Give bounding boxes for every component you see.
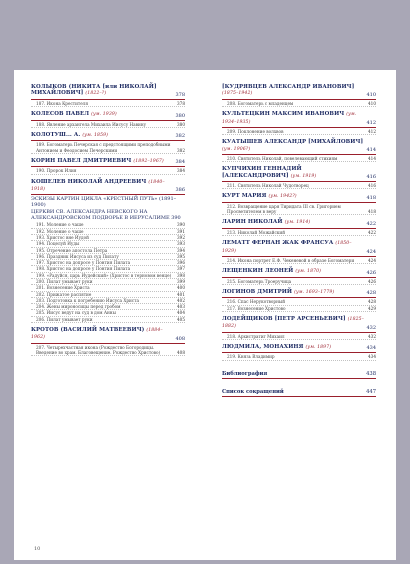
item-title: 201. Вознесение Христа — [36, 285, 90, 291]
heading-page-number: 416 — [366, 174, 376, 181]
artist-heading[interactable] — [31, 179, 185, 196]
item-title: 196. Праздник Иисуса из суд Пилату — [36, 253, 119, 259]
toc-item[interactable] — [31, 168, 185, 174]
item-page-number: 434 — [368, 354, 376, 360]
heading-page-number: 414 — [366, 147, 376, 154]
artist-name-text: КОЛЕСОВ ПАВЕЛ — [31, 111, 90, 118]
artist-name — [222, 84, 364, 98]
item-title: 187. Икона Крестителя — [36, 100, 89, 106]
artist-name-text: [КУДРЯВЦЕВ АЛЕКСАНДР ИВАНОВИЧ] — [222, 84, 355, 90]
artist-name — [222, 219, 364, 226]
artist-name-text: КРОТОВ (ВАСИЛИЙ МАТВЕЕВИЧ) — [31, 327, 145, 334]
artist-name-text: ЛЕМАТТ ФЕРНАН ЖАК ФРАНСУА — [222, 240, 334, 247]
item-page-number: 404 — [177, 310, 185, 316]
artist-dates: (ум. 1919) — [290, 173, 317, 179]
toc-entry — [222, 139, 376, 162]
artist-heading[interactable] — [222, 316, 376, 333]
item-title: 213. Николай Можайский — [227, 229, 286, 235]
item-title: 195. Отречение апостола Петра — [36, 247, 108, 253]
item-page-number: 392 — [177, 234, 185, 240]
item-page-number: 426 — [368, 278, 376, 284]
item-title: 209. Поклонение волхвов — [227, 128, 284, 134]
toc-entry — [222, 240, 376, 264]
item-title: 192. Моление о чаше — [36, 228, 84, 234]
toc-item[interactable] — [222, 279, 376, 285]
artist-dates: (ум. 1914) — [284, 220, 311, 226]
cycle-subheading — [31, 196, 185, 208]
toc-item[interactable] — [31, 101, 185, 107]
artist-dates: (1840–1918) — [31, 179, 165, 192]
artist-name — [222, 316, 364, 331]
toc-item[interactable] — [222, 306, 376, 312]
heading-page-number: 426 — [366, 269, 376, 276]
toc-item[interactable] — [222, 354, 376, 360]
item-title: 219. Князь Владимир — [227, 354, 275, 360]
artist-name-text: КУЛЬТЕЦКИН МАКСИМ ИВАНОВИЧ — [222, 111, 345, 118]
artist-name — [222, 268, 364, 275]
toc-item[interactable] — [31, 142, 185, 154]
toc-item[interactable] — [31, 317, 185, 323]
item-title: 214. Икона портрет Е.Ф. Чекеневой в образе Богоматери — [227, 257, 355, 263]
item-title: 193. Христос вне Иудой — [36, 234, 89, 240]
artist-dates: (1822–?) — [85, 91, 107, 97]
artist-name-text: ЛЮДМИЛА, МОНАХИНЯ — [222, 344, 304, 351]
item-page-number: 391 — [177, 228, 185, 234]
toc-item[interactable] — [222, 183, 376, 189]
heading-page-number: 382 — [175, 133, 185, 140]
artist-name-text: КУАТЫШЕВ АЛЕКСАНДР [МИХАЙЛОВИЧ] — [222, 139, 364, 146]
artist-name — [222, 289, 364, 296]
item-page-number: 380 — [177, 121, 185, 127]
artist-name — [222, 111, 364, 126]
toc-entry — [222, 111, 376, 135]
heading-page-number: 424 — [366, 248, 376, 255]
toc-left-column — [31, 84, 185, 360]
artist-heading[interactable] — [31, 132, 185, 141]
item-title: 197. Христос на допросе у Понтия Пилата — [36, 260, 131, 266]
toc-item[interactable] — [222, 156, 376, 162]
heading-page-number: 384 — [175, 159, 185, 166]
back-matter-title: Список сокращений — [222, 388, 284, 395]
toc-item[interactable] — [222, 230, 376, 236]
artist-name — [31, 327, 173, 342]
heading-page-number: 432 — [366, 324, 376, 331]
cycle-subheading-text: ЭСКИЗЫ КАРТИН ЦИКЛА «КРЕСТНЫЙ ПУТЬ» (1891–1900) — [31, 196, 177, 209]
item-page-number: 422 — [368, 229, 376, 235]
item-page-number: 414 — [368, 156, 376, 162]
artist-name-text: КУПЧИХИН ГЕННАДИЙ [АЛЕКСАНДРОВИЧ] — [222, 166, 302, 179]
toc-entry — [222, 219, 376, 236]
document-page — [14, 70, 396, 560]
artist-heading[interactable] — [222, 193, 376, 202]
artist-name-text: КОЛЫКОВ (НИКИТА [или НИКОЛАЙ] МИХАЙЛОВИЧ] — [31, 84, 157, 97]
item-page-number: 418 — [368, 209, 376, 215]
artist-name — [31, 132, 173, 139]
item-title: 200. Пилат умывает руки — [36, 279, 93, 284]
artist-heading[interactable] — [222, 344, 376, 353]
item-page-number: 398 — [177, 272, 185, 278]
artist-dates: (1825–1882) — [222, 316, 365, 330]
toc-entry — [31, 158, 185, 175]
item-title: 210. Святитель Николай, повелевающий стихиям — [227, 156, 338, 162]
item-title: 211. Святитель Николай Чудотворец — [227, 183, 309, 189]
toc-entry — [31, 327, 185, 356]
item-page-number: 412 — [368, 128, 376, 134]
item-title: 190. Пророк Илия — [36, 168, 77, 174]
artist-heading[interactable] — [31, 327, 185, 344]
artist-name-text: КУРТ МАРИЯ — [222, 193, 267, 200]
toc-entry — [31, 179, 185, 324]
artist-heading[interactable] — [31, 84, 185, 100]
heading-page-number: 378 — [175, 91, 185, 98]
item-page-number: 395 — [177, 253, 185, 259]
back-matter-page: 438 — [366, 370, 376, 377]
artist-name — [31, 158, 173, 165]
artist-name — [222, 344, 364, 351]
toc-item[interactable] — [222, 204, 376, 216]
artist-name — [31, 84, 173, 98]
artist-name-text: ЛАРИН НИКОЛАЙ — [222, 219, 283, 226]
item-page-number: 393 — [177, 241, 185, 247]
artist-dates: (1850–1929) — [222, 241, 352, 254]
item-page-number: 405 — [177, 316, 185, 322]
item-page-number: 403 — [177, 304, 185, 310]
item-page-number: 400 — [177, 285, 185, 291]
item-title: 218. Архистратиг Михаил — [227, 333, 285, 339]
artist-name-text: ЛЕЩЕНКИН ЛЕОНЕЙ — [222, 268, 294, 275]
artist-name-text: КОЛОТУШ... А. — [31, 131, 81, 138]
toc-item[interactable] — [31, 122, 185, 128]
item-title: 208. Богоматерь с младенцем — [227, 100, 294, 106]
artist-heading[interactable] — [31, 158, 185, 167]
toc-entry — [222, 166, 376, 189]
item-page-number: 428 — [368, 299, 376, 305]
heading-page-number: 434 — [366, 345, 376, 352]
item-title: 199. «Радуйся, царь Иудейский» (Христос в терновом венце) — [36, 272, 172, 278]
cycle-subheading-text: ЦЕРКВИ СВ. АЛЕКСАНДРА НЕВСКОГО НА АЛЕКСАНДРОВСКОМ ПОДВОРЬЕ В ИЕРУСАЛИМЕ — [31, 209, 170, 222]
item-page-number: 382 — [177, 147, 185, 153]
toc-entry — [31, 111, 185, 128]
item-title: 215. Богоматерь Троеручица — [227, 278, 292, 284]
item-page-number: 378 — [177, 100, 185, 106]
toc-entry — [222, 289, 376, 312]
item-title: 217. Вознесение Христово — [227, 305, 286, 311]
artist-dates: (1884–1962) — [31, 328, 163, 341]
item-page-number: 401 — [177, 291, 185, 297]
toc-item[interactable] — [31, 345, 185, 357]
artist-dates: (ум. 1870) — [295, 269, 322, 275]
item-title: 191. Моление о чаше — [36, 222, 84, 228]
artist-heading[interactable] — [222, 84, 376, 100]
item-page-number: 394 — [177, 247, 185, 253]
page-number: 10 — [34, 546, 41, 552]
artist-heading[interactable] — [222, 268, 376, 277]
item-page-number: 408 — [177, 350, 185, 356]
item-title: 188. Явление архангела Михаила Иисусу Навину — [36, 121, 147, 127]
artist-name — [222, 166, 364, 180]
artist-heading[interactable] — [31, 111, 185, 120]
artist-name-text: ЛОГИНОВ ДМИТРИЙ — [222, 288, 293, 295]
cycle-subheading — [31, 209, 185, 221]
artist-name-text: КОРИН ПАВЕЛ ДМИТРИЕВИЧ — [31, 157, 132, 164]
item-page-number: 399 — [177, 279, 185, 284]
item-title: 198. Христос на допросе у Понтия Пилата — [36, 266, 131, 272]
item-title: 207. Четырехчастная икона (Рождество Богородицы. Введение во храм. Благовещение. Рождество Христово) — [36, 344, 161, 356]
artist-dates: (ум. 1906?) — [222, 146, 251, 152]
artist-name — [222, 240, 364, 255]
heading-page-number: 410 — [366, 91, 376, 98]
item-title: 205. Иисус ведут на суд в дом Анны — [36, 310, 116, 316]
item-title: 202. Прижатое распятие — [36, 291, 92, 297]
toc-entry — [222, 268, 376, 285]
item-page-number: 424 — [368, 257, 376, 263]
item-page-number: 384 — [177, 168, 185, 174]
toc-entry — [222, 344, 376, 361]
item-title: 189. Богоматерь Печерская с предстоящими преподобными Антонием и Феодосием Печерскими — [36, 142, 171, 153]
artist-dates: (ум. 1897) — [305, 345, 332, 351]
item-page-number: 397 — [177, 266, 185, 272]
item-page-number: 410 — [368, 100, 376, 106]
artist-heading[interactable] — [222, 219, 376, 228]
artist-heading[interactable] — [222, 166, 376, 182]
toc-entry — [31, 132, 185, 154]
artist-dates: (1875–1942) — [222, 91, 253, 97]
toc-entry — [222, 316, 376, 340]
back-matter-title: Библиография — [222, 370, 268, 377]
item-page-number: 390 — [177, 222, 185, 228]
cycle-page-number: 390 — [171, 215, 181, 222]
toc-item[interactable] — [222, 129, 376, 135]
toc-item[interactable] — [222, 101, 376, 107]
heading-page-number: 418 — [366, 194, 376, 201]
item-title: 203. Подготовка к погребению Иисуса Христа — [36, 297, 139, 303]
artist-heading[interactable] — [222, 111, 376, 128]
artist-dates: (ум. 1693–1779) — [294, 289, 335, 295]
artist-name — [222, 139, 364, 153]
back-matter-entry[interactable] — [222, 389, 376, 397]
artist-dates: (ум. 1939) — [91, 112, 117, 118]
toc-entry — [222, 193, 376, 215]
toc-item[interactable] — [222, 334, 376, 340]
item-title: 212. Возвращение царя Тиридата III св. Григорием Просветителем в веру — [227, 203, 341, 215]
item-page-number: 402 — [177, 297, 185, 303]
artist-heading[interactable] — [222, 289, 376, 298]
heading-page-number: 408 — [175, 335, 185, 342]
heading-page-number: 380 — [175, 112, 185, 119]
artist-name-text: ЛОДЕЙЩИКОВ [ПЕТР АРСЕНЬЕВИЧ] — [222, 315, 346, 322]
toc-item[interactable] — [222, 258, 376, 264]
artist-dates: (ум. 1934–1935) — [222, 112, 357, 125]
artist-name — [222, 193, 364, 200]
heading-page-number: 386 — [175, 187, 185, 194]
back-matter-entry[interactable] — [222, 371, 376, 379]
item-title: 204. Жены мироносицы перед гробом — [36, 304, 121, 310]
toc-right-column — [222, 84, 376, 397]
artist-name-text: КОШЕЛЕВ НИКОЛАЙ АНДРЕЕВИЧ — [31, 178, 147, 185]
heading-page-number: 422 — [366, 220, 376, 227]
item-page-number: 429 — [368, 305, 376, 311]
artist-heading[interactable] — [222, 139, 376, 155]
heading-page-number: 412 — [366, 119, 376, 126]
toc-entry — [222, 84, 376, 107]
artist-name — [31, 111, 173, 118]
artist-name — [31, 179, 173, 194]
item-page-number: 432 — [368, 333, 376, 339]
artist-dates: (ум. 1859) — [82, 132, 109, 138]
item-title: 194. Поцелуй Иуды — [36, 241, 80, 247]
toc-entry — [31, 84, 185, 107]
artist-dates: (1892–1967) — [133, 158, 164, 164]
item-page-number: 416 — [368, 183, 376, 189]
item-title: 206. Пилат умывает руки — [36, 316, 93, 322]
heading-page-number: 428 — [366, 290, 376, 297]
item-page-number: 396 — [177, 260, 185, 266]
back-matter-page: 447 — [366, 388, 376, 395]
artist-heading[interactable] — [222, 240, 376, 257]
item-title: 216. Спас Нерукотворный — [227, 299, 286, 305]
artist-dates: (ум. 1942?) — [268, 194, 297, 200]
